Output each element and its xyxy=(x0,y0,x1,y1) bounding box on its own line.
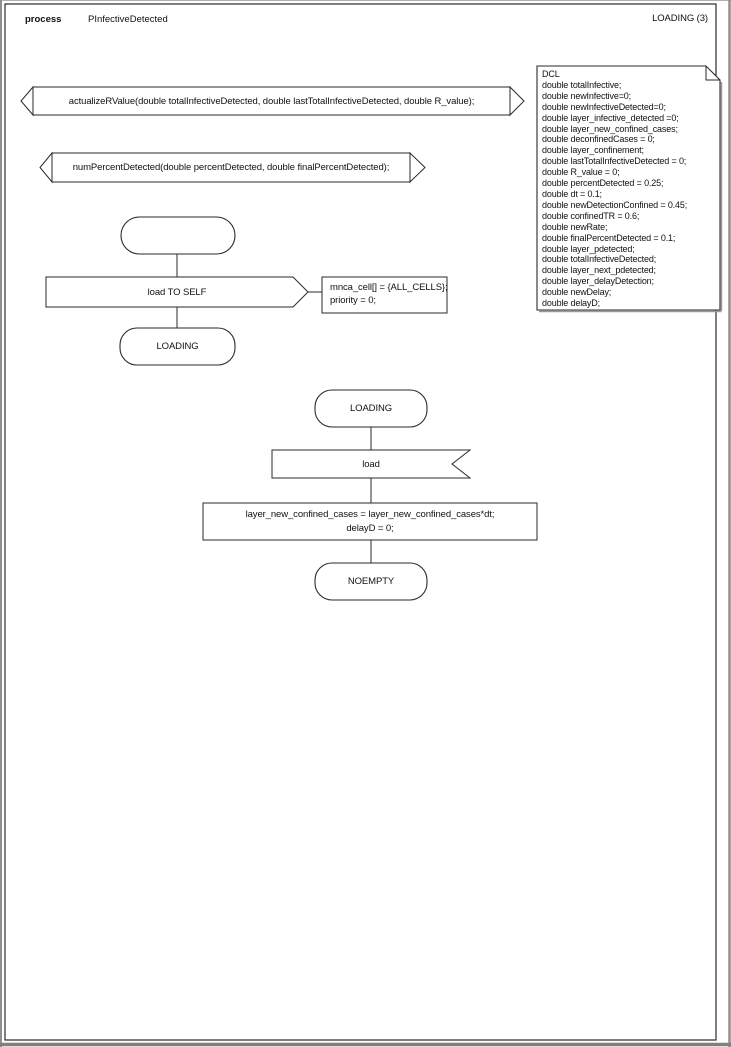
page-label: LOADING (3) xyxy=(652,12,708,24)
state-label-loading-1: LOADING xyxy=(156,341,199,352)
signal-text-actualizeRValue: actualizeRValue(double totalInfectiveDetected, double lastTotalInfectiveDetected, double R_value); xyxy=(68,95,475,107)
start-symbol[interactable] xyxy=(121,217,235,254)
state-label-noempty: NOEMPTY xyxy=(347,576,395,587)
output-label: load TO SELF xyxy=(147,286,207,298)
task-text: layer_new_confined_cases = layer_new_confined_cases*dt; delayD = 0; xyxy=(245,509,495,534)
frame-kind-label: process xyxy=(25,14,62,25)
signal-text-numPercentDetected: numPercentDetected(double percentDetected, double finalPercentDetected); xyxy=(72,162,390,173)
state-label-loading-2: LOADING xyxy=(349,403,393,414)
output-note-text: mnca_cell[] = {ALL_CELLS}; priority = 0; xyxy=(330,282,448,306)
input-label: load xyxy=(362,458,380,470)
process-name: PInfectiveDetected xyxy=(88,14,168,25)
declaration-text: DCL double totalInfective; double newInfective=0; double newInfectiveDetected=0; double layer_infective_detected =0; double layer_new_confined_cases; double deconfinedCases = 0; double layer_confinement; double lastTotalInfectiveDetected = 0; double R_value = 0; double percentDetected = 0.25; double dt = 0.1; double newDetectionConfined = 0.45; double confinedTR = 0.6; double newRate; double finalPercentDetected = 0.1; double layer_pdetected; double totalInfectiveDetected; double layer_next_pdetected; double layer_delayDetection; double newDelay; double delayD; xyxy=(542,69,688,309)
